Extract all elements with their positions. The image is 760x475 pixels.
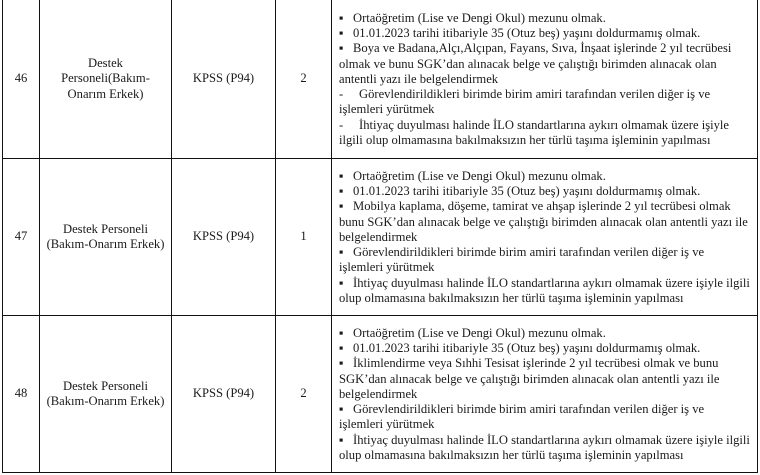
square-bullet-icon: ▪ <box>339 41 344 56</box>
position-title <box>40 0 172 159</box>
requirement-text: Ortaöğretim (Lise ve Dengi Okul) mezunu olmak. <box>353 168 606 183</box>
requirement-item <box>339 199 751 245</box>
table-row <box>3 316 758 473</box>
square-bullet-icon: ▪ <box>339 340 344 355</box>
square-bullet-icon: ▪ <box>339 432 344 447</box>
requirement-text: 01.01.2023 tarihi itibariyle 35 (Otuz beş) yaşını doldurmamış olmak. <box>353 183 701 198</box>
position-count: 1 <box>276 159 332 316</box>
position-title-line: Onarım Erkek) <box>67 86 144 101</box>
requirement-text: Mobilya kaplama, döşeme, tamirat ve ahşap işlerinde 2 yıl tecrübesi olmak bunu SGK’dan alınacak belge ve çalıştığı birimden alınacak olan antentli yazı ile belgelendirmek <box>339 199 748 244</box>
position-count: 2 <box>276 316 332 473</box>
row-number: 46 <box>3 0 40 159</box>
requirement-text: Görevlendirildikleri birimde birim amiri tarafından verilen diğer iş ve işlemleri yürütmek <box>339 245 705 275</box>
requirement-item <box>339 326 751 341</box>
position-title-line: (Bakım-Onarım Erkek) <box>46 394 165 408</box>
requirement-item <box>339 245 751 276</box>
exam-type: KPSS (P94) <box>172 159 276 316</box>
requirements-list <box>332 316 758 473</box>
position-count: 2 <box>276 0 332 159</box>
requirement-item <box>339 356 751 402</box>
requirement-text: Boya ve Badana,Alçı,Alçıpan, Fayans, Sıva, İnşaat işlerinde 2 yıl tecrübesi olmak ve bunu SGK’dan alınacak belge ve çalıştığı birimden alınacak olan antentli yazı ile belgelendirmek <box>339 41 732 86</box>
positions-table <box>2 0 758 473</box>
position-title <box>40 316 172 473</box>
requirement-item <box>339 276 751 307</box>
requirement-text: Görevlendirildikleri birimde birim amiri tarafından verilen diğer iş ve işlemleri yürütmek <box>339 402 705 432</box>
requirement-item <box>339 341 751 356</box>
requirement-text: İhtiyaç duyulması halinde İLO standartlarına aykırı olmamak üzere işiyle ilgili olup olmamasına bakılmaksızın her türlü taşıma işleminin yapılması <box>339 117 729 148</box>
dash-bullet-icon: - <box>339 87 344 102</box>
requirements-list <box>332 0 758 159</box>
position-title-line: (Bakım-Onarım Erkek) <box>46 237 165 251</box>
requirement-item <box>339 11 751 26</box>
requirement-text: 01.01.2023 tarihi itibariyle 35 (Otuz beş) yaşını doldurmamış olmak. <box>353 340 701 355</box>
requirement-item <box>339 118 751 149</box>
requirement-text: Görevlendirildikleri birimde birim amiri tarafından verilen diğer iş ve işlemleri yürütmek <box>339 87 711 117</box>
dash-bullet-icon: - <box>339 117 344 132</box>
square-bullet-icon: ▪ <box>339 10 344 25</box>
row-number: 48 <box>3 316 40 473</box>
square-bullet-icon: ▪ <box>339 199 344 214</box>
square-bullet-icon: ▪ <box>339 356 344 371</box>
position-title <box>40 159 172 316</box>
square-bullet-icon: ▪ <box>339 25 344 40</box>
requirement-text: 01.01.2023 tarihi itibariyle 35 (Otuz beş) yaşını doldurmamış olmak. <box>353 25 701 40</box>
row-number: 47 <box>3 159 40 316</box>
position-title-line: Destek <box>88 56 123 71</box>
requirement-text: İhtiyaç duyulması halinde İLO standartlarına aykırı olmamak üzere işiyle ilgili olup olmamasına bakılmaksızın her türlü taşıma işleminin yapılması <box>339 432 750 463</box>
table-row <box>3 159 758 316</box>
requirement-item <box>339 184 751 199</box>
requirement-text: Ortaöğretim (Lise ve Dengi Okul) mezunu olmak. <box>353 325 606 340</box>
square-bullet-icon: ▪ <box>339 275 344 290</box>
position-title-line: Destek Personeli <box>63 378 148 393</box>
table-row <box>3 0 758 159</box>
requirement-item <box>339 26 751 41</box>
requirement-item <box>339 402 751 433</box>
exam-type: KPSS (P94) <box>172 316 276 473</box>
square-bullet-icon: ▪ <box>339 183 344 198</box>
position-title-line: Personeli(Bakım- <box>61 71 150 86</box>
exam-type: KPSS (P94) <box>172 0 276 159</box>
requirement-item <box>339 41 751 87</box>
position-title-line: Destek Personeli <box>63 221 148 236</box>
square-bullet-icon: ▪ <box>339 325 344 340</box>
requirement-item <box>339 87 751 118</box>
requirement-text: İhtiyaç duyulması halinde İLO standartlarına aykırı olmamak üzere işiyle ilgili olup olmamasına bakılmaksızın her türlü taşıma işleminin yapılması <box>339 275 750 306</box>
requirement-text: Ortaöğretim (Lise ve Dengi Okul) mezunu olmak. <box>353 10 606 25</box>
square-bullet-icon: ▪ <box>339 168 344 183</box>
requirement-item <box>339 169 751 184</box>
requirement-text: İklimlendirme veya Sıhhi Tesisat işlerinde 2 yıl tecrübesi olmak ve bunu SGK’dan alınacak belge ve çalıştığı birimden alınacak olan antentli yazı ile belgelendirmek <box>339 356 720 401</box>
requirement-item <box>339 433 751 464</box>
square-bullet-icon: ▪ <box>339 245 344 260</box>
requirements-list <box>332 159 758 316</box>
square-bullet-icon: ▪ <box>339 402 344 417</box>
